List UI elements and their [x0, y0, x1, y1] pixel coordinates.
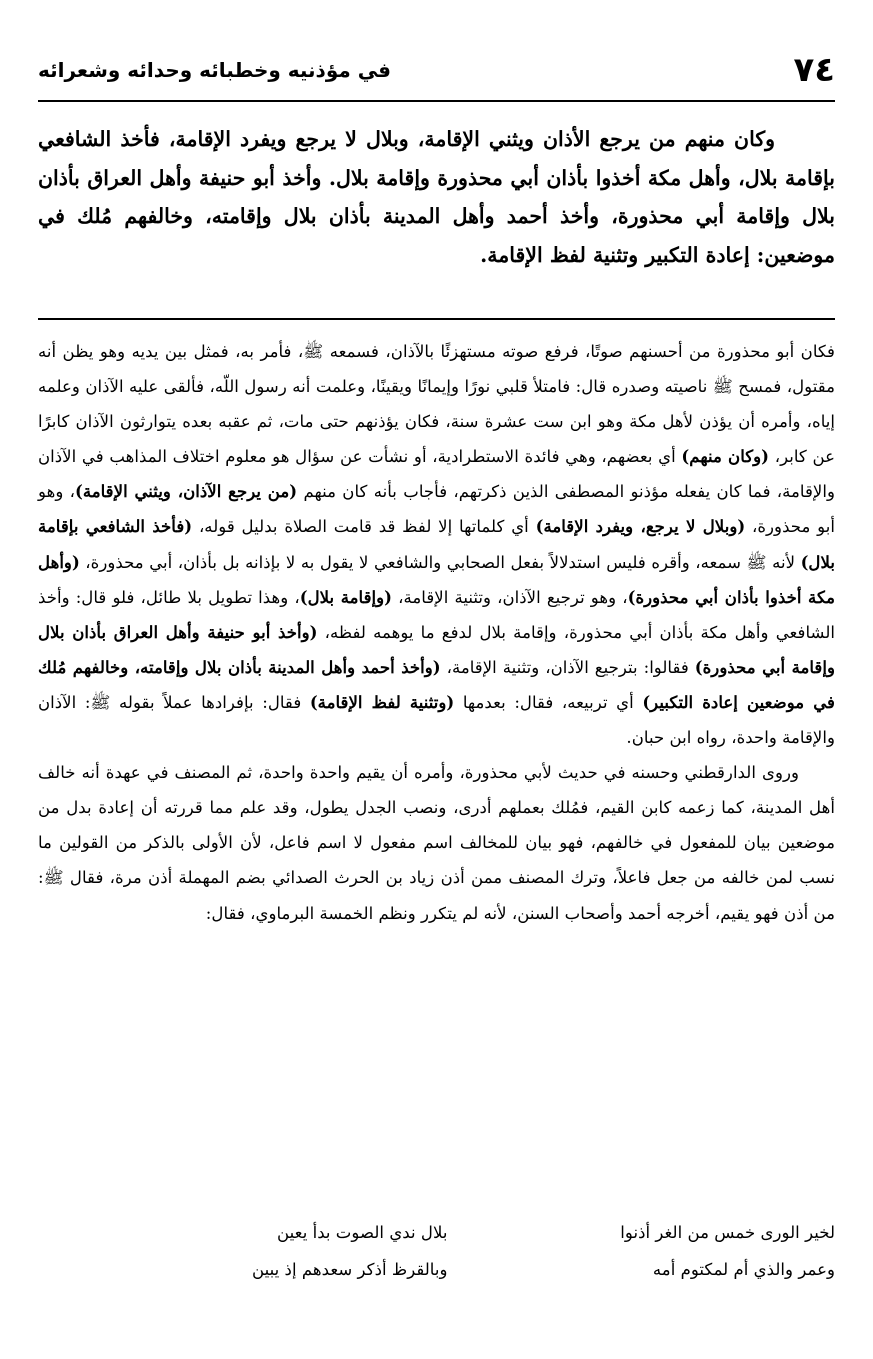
- commentary-text: أي بعضهم، وهي فائدة الاستطرادية، أو نشأت عن سؤال هو معلوم اختلاف المذاهب في الآذان والإقامة، فما كان يفعله مؤذنو المصطفى الذين ذكرتهم، فأجاب بأنه كان منهم: [38, 447, 836, 502]
- verse-second-hemistich: بلال ندي الصوت بدأ يعين: [277, 1223, 448, 1242]
- quoted-matn: (وتثنية لفظ الإقامة): [309, 691, 455, 712]
- commentary: [38, 334, 835, 931]
- verse-second-hemistich: وبالقرظ أذكر سعدهم إذ يبين: [252, 1260, 448, 1279]
- running-title: في مؤذنيه وخطبائه وحدائه وشعرائه: [38, 58, 392, 82]
- commentary-text: أي كلماتها إلا لفظ قد قامت الصلاة بدليل قوله،: [192, 517, 536, 537]
- commentary-text: فقالوا: بترجيع الآذان، وتثنية الإقامة،: [440, 657, 695, 677]
- commentary-text: فكان أبو محذورة من أحسنهم صوتًا، فرفع صوته مستهزئًا بالآذان، فسمعه ﷺ، فأمر به، فمثل بين يديه وهو يظن أنه مقتول، فمسح ﷺ ناصيته وصدره قال: فامتلأ قلبي نورًا وإيمانًا ويقينًا، وعلمت أنه رسول اللّه، فألقى عليه الآذان وعلمه إياه، وأمره أن يؤذن لأهل مكة وهو ابن ست عشرة سنة، فكان يؤذنهم حتى مات، ثم عقبه بعده يتوارثون الآذان كابرًا عن كابر،: [38, 342, 835, 467]
- verse-first-hemistich: لخير الورى خمس من الغر أذنوا: [620, 1223, 835, 1242]
- quoted-matn: (وأخذ أحمد وأهل المدينة بأذان بلال وإقامته، وخالفهم مُلك في موضعين إعادة التكبير): [38, 656, 835, 712]
- page-number: ٧٤: [793, 50, 835, 90]
- quoted-matn: (وبلال لا يرجع، ويفرد الإقامة): [535, 516, 746, 537]
- page-header: [38, 48, 835, 92]
- commentary-paragraph-2: وروى الدارقطني وحسنه في حديث لأبي محذورة، وأمره أن يقيم واحدة واحدة، ثم المصنف في عهدة أنه خالف أهل المدينة، كما زعمه كابن القيم، فمُلك بعملهم أدرى، ونصب الجدل يطول، وقد علم مما قررته أن إعادة بدل من موضعين بيان للمفعول في خالفهم، فهو بيان للمخالف اسم مفعول لا اسم فاعل، لأن الأولى بالذكر من القولين ما نسب لمن خالفه من جعل فاعلاً، وترك المصنف ممن أذن زياد بن الحرث الصدائي بضم المهملة أذن مرة، فقال ﷺ: من أذن فهو يقيم، أخرجه أحمد وأصحاب السنن، لأنه لم يتكرر ونظم الخمسة البرماوي، فقال:: [38, 763, 835, 923]
- quoted-matn: (وأخذ أبو حنيفة وأهل العراق بأذان بلال وإقامة أبي محذورة): [38, 621, 835, 677]
- commentary-text: أي تربيعه، فقال: بعدمها: [454, 692, 643, 712]
- commentary-separator-rule: [38, 318, 835, 320]
- verse-first-hemistich: وعمر والذي أم لمكتوم أمه: [652, 1260, 835, 1279]
- commentary-text: ، وهو ترجيع الآذان، وتثنية الإقامة،: [392, 587, 628, 607]
- commentary-text: ، وهذا تطويل بلا طائل، فلو قال: وأخذ الشافعي وأهل مكة بأذان أبي محذورة، وإقامة بلال لدفع ما يوهمه لفظه،: [38, 587, 835, 642]
- main-text-paragraph: وكان منهم من يرجع الأذان ويثني الإقامة، وبلال لا يرجع ويفرد الإقامة، فأخذ الشافعي بإقامة بلال، وأهل مكة أخذوا بأذان أبي محذورة وإقامة بلال. وأخذ أبو حنيفة وأهل العراق بأذان بلال وإقامة أبي محذورة، وأخذ أحمد وأهل المدينة بأذان بلال وإقامته، وخالفهم مُلك في موضعين: إعادة التكبير وتثنية لفظ الإقامة.: [38, 127, 835, 267]
- main-text: [38, 120, 835, 274]
- quoted-matn: (فأخذ الشافعي بإقامة بلال): [38, 516, 835, 572]
- quoted-matn: (وكان منهم): [681, 446, 770, 467]
- header-rule: [38, 100, 835, 102]
- commentary-text: فقال: بإفرادها عملاً بقوله ﷺ: الآذان والإقامة واحدة، رواه ابن حبان.: [38, 692, 835, 748]
- poem-verse: [60, 1214, 835, 1251]
- poem: [60, 1214, 835, 1288]
- quoted-matn: (وإقامة بلال): [299, 586, 393, 607]
- commentary-text: لأنه ﷺ سمعه، وأقره فليس استدلالاً بفعل الصحابي والشافعي لا يقول به لا بإذانه بل بأذان، أبي محذورة،: [79, 552, 801, 572]
- commentary-paragraph-1: [38, 334, 835, 755]
- quoted-matn: (من يرجع الآذان، ويثني الإقامة): [74, 481, 298, 502]
- poem-verse: [60, 1251, 835, 1288]
- quoted-matn: (وأهل مكة أخذوا بأذان أبي محذورة): [38, 551, 835, 607]
- commentary-text: ، وهو أبو محذورة،: [38, 482, 835, 537]
